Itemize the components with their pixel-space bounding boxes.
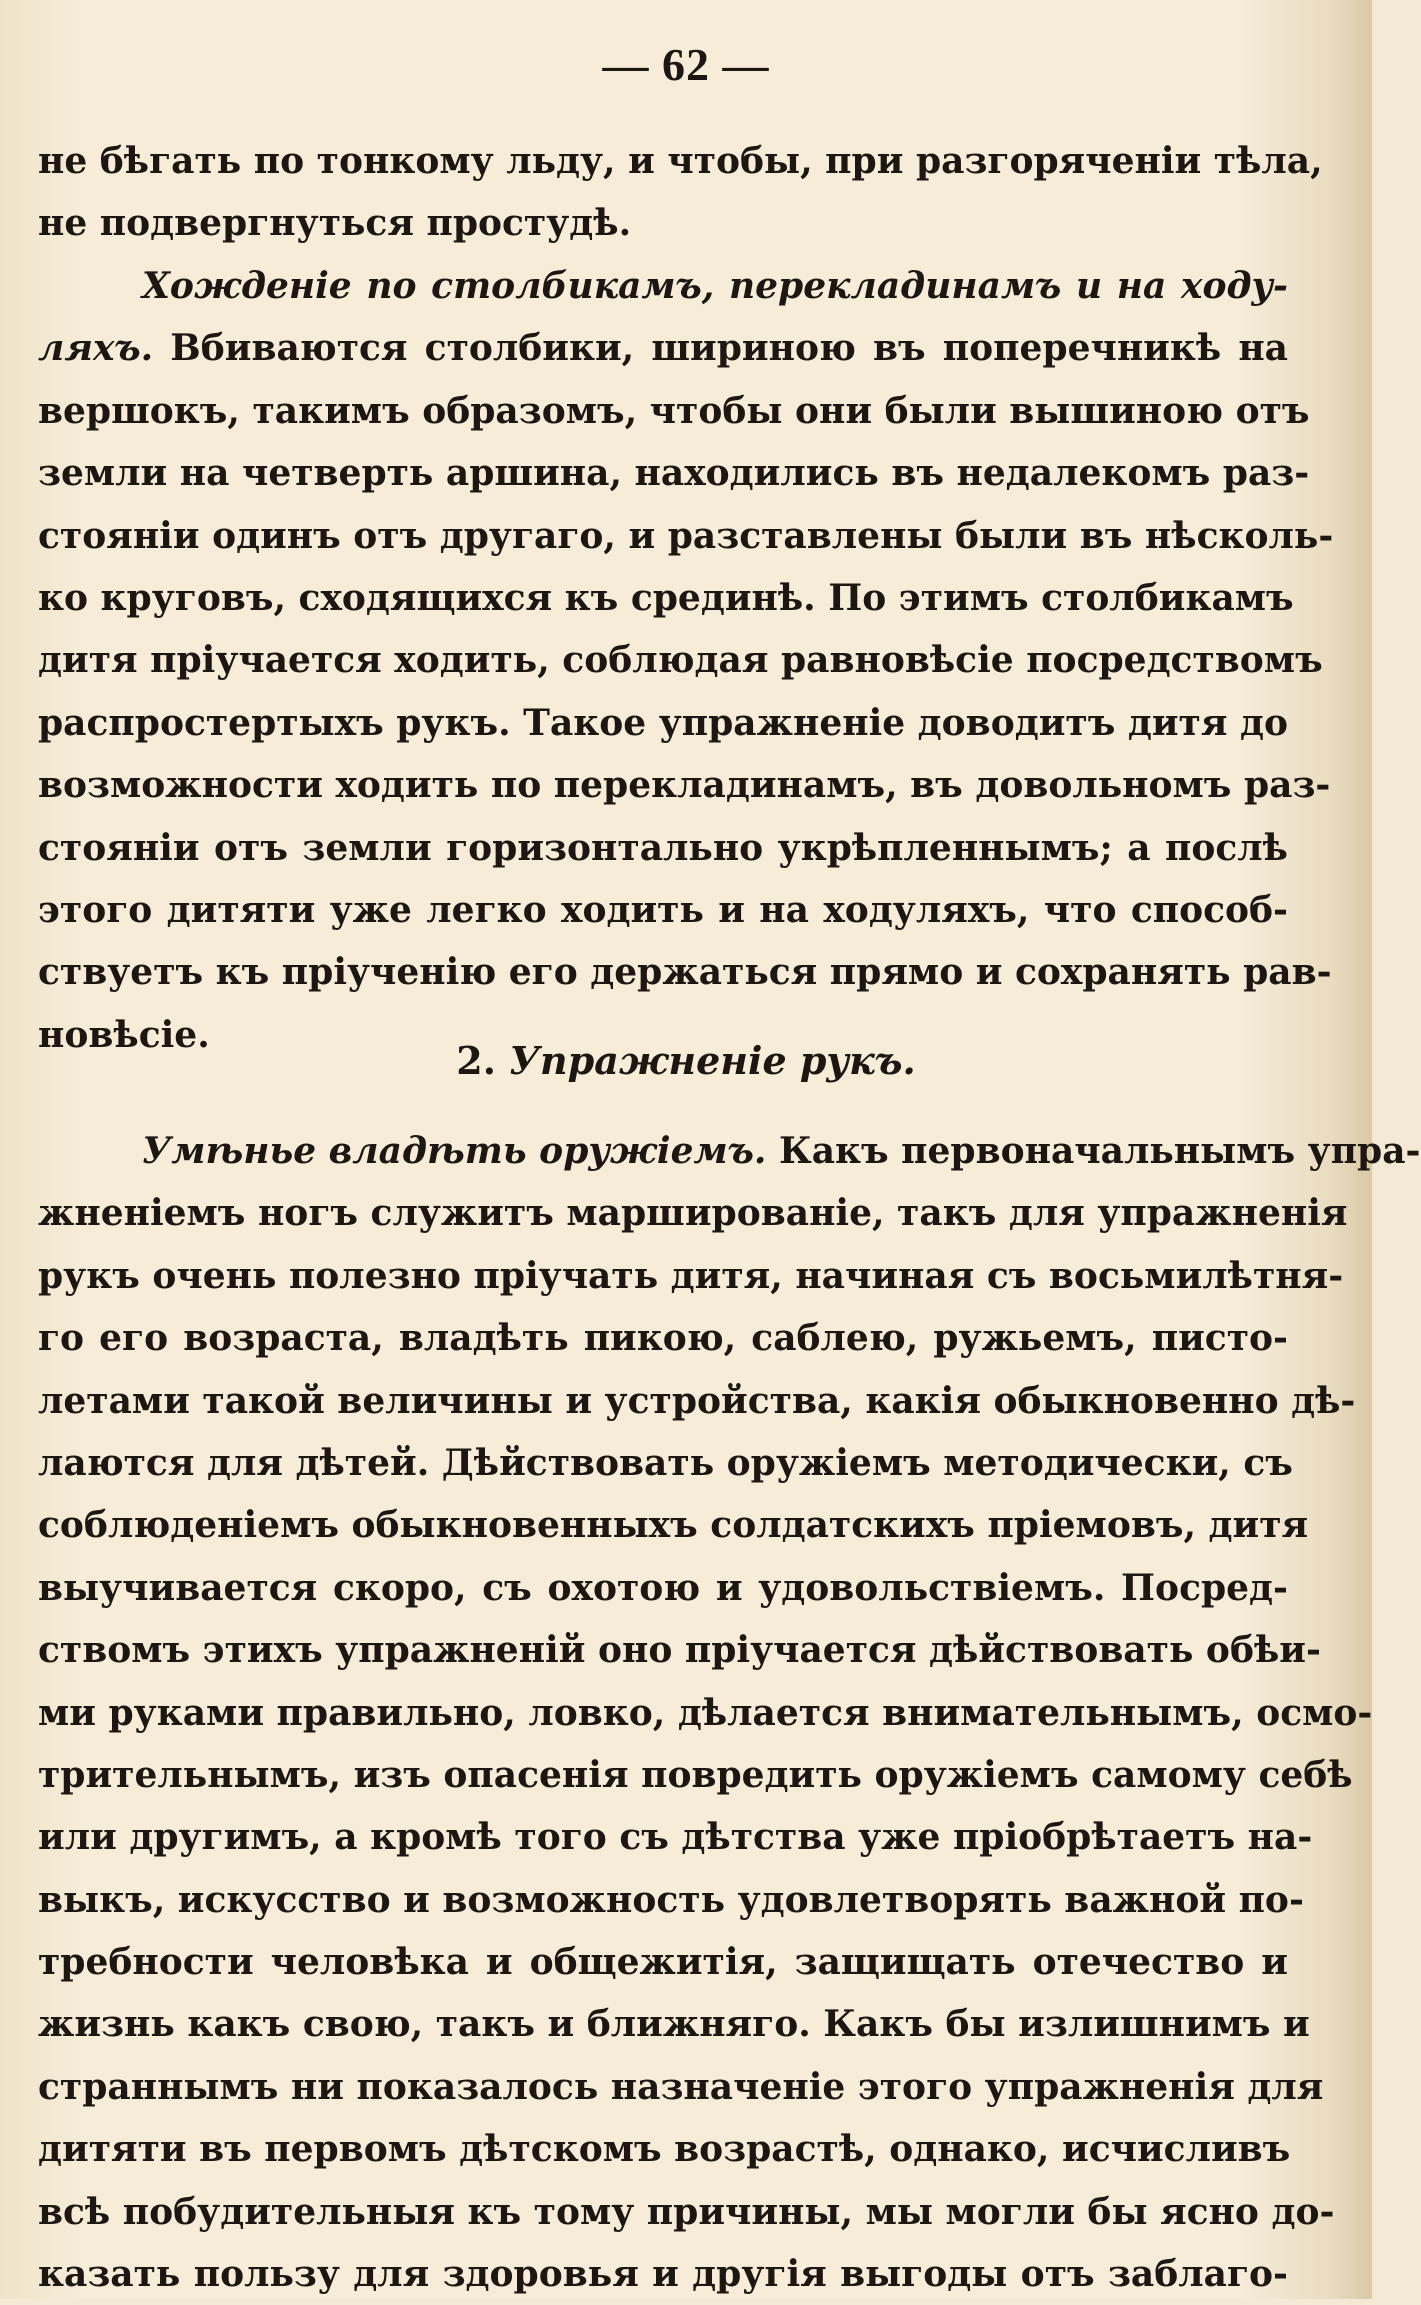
- paragraph-stilts: [38, 255, 1334, 1066]
- text-line: казать пользу для здоровья и другія выгоды отъ заблаго-: [38, 2253, 1288, 2296]
- text-line: возможности ходить по перекладинамъ, въ довольномъ раз-: [38, 764, 1331, 807]
- text-line: ко круговъ, сходящихся къ срединѣ. По этимъ столбикамъ: [38, 576, 1294, 619]
- text-run: Вбиваются столбики, шириною въ поперечникѣ на: [153, 327, 1288, 370]
- text-line: дитя пріучается ходить, соблюдая равновѣсіе посредствомъ: [38, 639, 1323, 682]
- text-line: не бѣгать по тонкому льду, и чтобы, при разгоряченіи тѣла,: [38, 140, 1323, 182]
- text-line: летами такой величины и устройства, какія обыкновенно дѣ-: [38, 1379, 1356, 1422]
- text-line: стояніи одинъ отъ другаго, и разставлены были въ нѣсколь-: [38, 514, 1334, 557]
- text-line: [38, 1120, 1421, 1182]
- text-line: не подвергнуться простудѣ.: [38, 202, 632, 245]
- text-line: распростертыхъ рукъ. Такое упражненіе доводитъ дитя до: [38, 701, 1288, 744]
- text-line: стояніи отъ земли горизонтально укрѣпленнымъ; а послѣ: [38, 826, 1288, 869]
- text-line: новѣсіе.: [38, 1013, 210, 1056]
- section-heading-number: 2.: [456, 1038, 496, 1083]
- text-line: выкъ, искусство и возможность удовлетворять важной по-: [38, 1878, 1304, 1921]
- text-line: всѣ побудительныя къ тому причины, мы могли бы ясно до-: [38, 2190, 1335, 2233]
- text-line: рукъ очень полезно пріучать дитя, начиная съ восьмилѣтня-: [38, 1254, 1344, 1297]
- text-line: этого дитяти уже легко ходить и на ходуляхъ, что способ-: [38, 888, 1288, 931]
- text-line: го его возраста, владѣть пикою, саблею, ружьемъ, писто-: [38, 1317, 1288, 1360]
- paragraph-arms: [38, 1120, 1421, 2305]
- section-title-end: ляхъ.: [38, 327, 154, 370]
- text-line: требности человѣка и общежитія, защищать отечество и: [38, 1941, 1288, 1984]
- section-title-line: Хожденіе по столбикамъ, перекладинамъ и на ходу-: [142, 265, 1288, 307]
- text-line: выучивается скоро, съ охотою и удовольствіемъ. Посред-: [38, 1566, 1288, 1609]
- paragraph-continuation: [38, 130, 1323, 255]
- page-number: — 62 —: [602, 39, 770, 90]
- text-line: соблюденіемъ обыкновенныхъ солдатскихъ пріемовъ, дитя: [38, 1504, 1309, 1547]
- text-line: лаются для дѣтей. Дѣйствовать оружіемъ методически, съ: [38, 1441, 1293, 1484]
- text-line: [38, 317, 1288, 379]
- text-line: земли на четверть аршина, находились въ недалекомъ раз-: [38, 452, 1310, 495]
- text-line: ми руками правильно, ловко, дѣлается внимательнымъ, осмо-: [38, 1691, 1373, 1734]
- text-line: дитяти въ первомъ дѣтскомъ возрастѣ, однако, исчисливъ: [38, 2128, 1291, 2171]
- text-line: жизнь какъ свою, такъ и ближняго. Какъ бы излишнимъ и: [38, 2003, 1310, 2046]
- text-run: Какъ первоначальнымъ упра-: [766, 1130, 1421, 1172]
- text-line: жненіемъ ногъ служитъ маршированіе, такъ для упражненія: [38, 1192, 1348, 1235]
- section-heading: [0, 1030, 1372, 1092]
- text-line: ствомъ этихъ упражненій оно пріучается дѣйствовать обѣи-: [38, 1629, 1321, 1672]
- text-line: ствуетъ къ пріученію его держаться прямо и сохранять рав-: [38, 951, 1332, 994]
- text-line: трительнымъ, изъ опасенія повредить оружіемъ самому себѣ: [38, 1753, 1353, 1796]
- text-line: или другимъ, а кромѣ того съ дѣтства уже пріобрѣтаетъ на-: [38, 1816, 1313, 1859]
- text-line: вершокъ, такимъ образомъ, чтобы они были вышиною отъ: [38, 389, 1310, 432]
- section-title-line: Умѣнье владѣть оружіемъ.: [142, 1130, 767, 1172]
- text-line: страннымъ ни показалось назначеніе этого упражненія для: [38, 2065, 1324, 2108]
- section-heading-title: Упражненіе рукъ.: [509, 1038, 916, 1083]
